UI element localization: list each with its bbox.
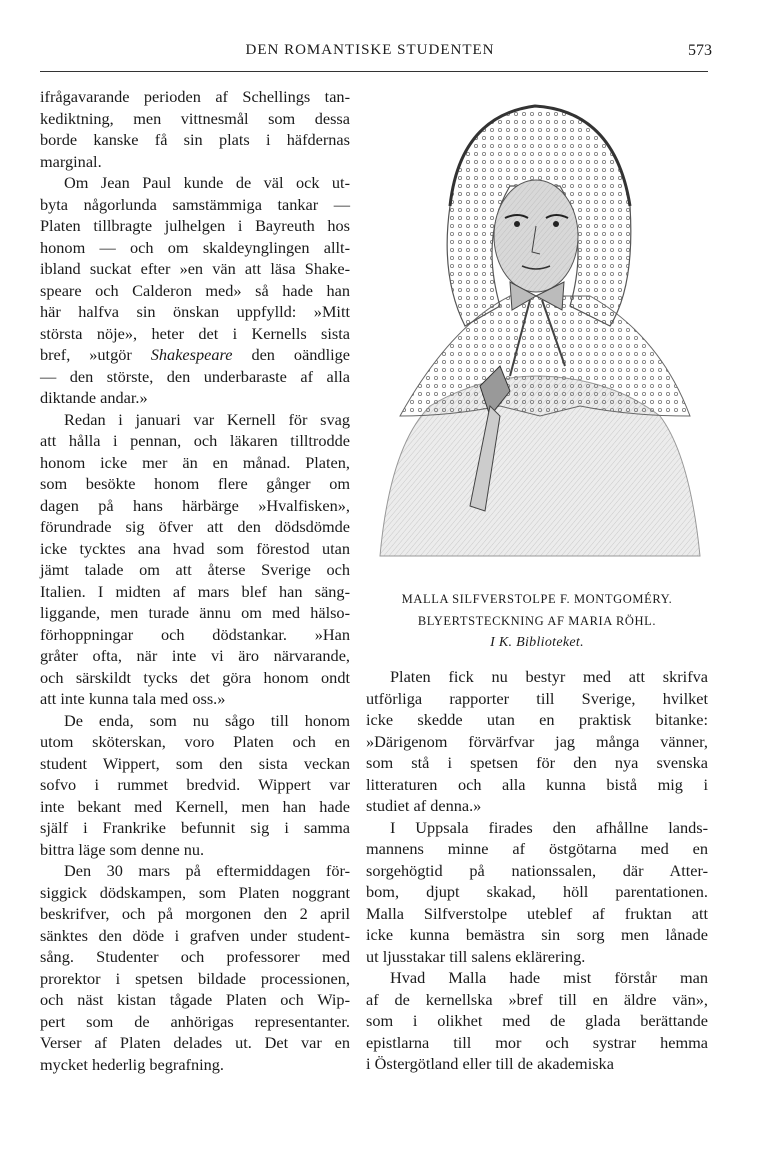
text-line: prorektor i spetsen bildade processionen, xyxy=(40,968,350,988)
text-line: studiet af denna.» xyxy=(366,796,482,815)
text-line: student Wippert, som den sista veckan xyxy=(40,753,350,773)
text-line: honom icke mer än en månad. Platen, xyxy=(40,452,350,472)
text-line: — den störste, den underbaraste af alla xyxy=(40,366,350,386)
text-line: och näst kistan tågade Platen och Wip- xyxy=(40,990,350,1009)
text-line: gråter ofta, när inte vi äro närvarande, xyxy=(40,646,350,665)
text-line: siggick dödskampen, som Platen noggrant xyxy=(40,882,350,902)
text-line: att inte kunna tala med oss.» xyxy=(40,689,226,708)
text-line: Om Jean Paul kunde de väl ock ut- xyxy=(64,173,350,192)
text-line: sofvo i rummet bredvid. Wippert var xyxy=(40,775,350,794)
text-line: här halfva sin önskan uppfylld: »Mitt xyxy=(40,302,350,321)
text-line: icke skedde utan en praktisk bitanke: xyxy=(366,710,708,729)
text-line: sänktes den döde i grafven under student- xyxy=(40,925,350,945)
text-line: Italien. I midten af mars blef han säng- xyxy=(40,581,350,601)
text-line: Verser af Platen delades ut. Det var en xyxy=(40,1033,350,1052)
text-line: af de kernellska »bref till en äldre vän», xyxy=(366,989,708,1009)
text-line: utom sköterskan, voro Platen och en xyxy=(40,732,350,751)
text-line: Redan i januari var Kernell för svag xyxy=(64,409,350,429)
text-line: marginal. xyxy=(40,151,102,171)
text-line: bittra läge som denne nu. xyxy=(40,839,205,859)
text-line: byta någorlunda samstämmiga tankar — xyxy=(40,194,350,214)
text-line: icke tycktes ana hvad som förestod utan xyxy=(40,538,350,558)
paragraph xyxy=(40,86,350,172)
text-line: Platen tillbragte julhelgen i Bayreuth hos xyxy=(40,216,350,235)
text-line: dagen på hans härbärge »Hvalfisken», xyxy=(40,495,350,515)
text-line: litteraturen och alla kunna bistå mig i xyxy=(366,774,708,794)
text-line: I Uppsala firades den afhållne lands- xyxy=(390,817,708,837)
text-line: »Därigenom förvärfvar jag många vänner, xyxy=(366,731,708,751)
text-fragment: den oändlige xyxy=(232,345,350,364)
text-line: inte bekant med Kernell, men han hade xyxy=(40,796,350,816)
running-title: DEN ROMANTISKE STUDENTEN xyxy=(245,42,495,58)
text-line: Platen fick nu bestyr med att skrifva xyxy=(390,667,708,686)
text-line: borde kanske få sin plats i häfdernas xyxy=(40,130,350,149)
text-line xyxy=(40,344,350,366)
text-line: själf i Frankrike befunnit sig i samma xyxy=(40,818,350,837)
text-line: honom — och om skaldeynglingen allt- xyxy=(40,237,350,257)
text-line: sång. Studenter och professorer med xyxy=(40,947,350,966)
text-line: icke kunna bemästra sin sorg men lånade xyxy=(366,925,708,944)
header-rule xyxy=(40,71,708,72)
text-line: jämt talade om att återse Sverige och xyxy=(40,560,350,579)
caption-title: MALLA SILFVERSTOLPE F. MONTGOMÉRY. xyxy=(401,592,673,606)
text-line: bom, djupt skakad, höll parentationen. xyxy=(366,882,708,901)
text-line: diktande andar.» xyxy=(40,388,148,407)
text-line: epistlarna till mor och systrar hemma xyxy=(366,1032,708,1052)
text-line: sorgehögtid på nationssalen, där Atter- xyxy=(366,860,708,880)
paragraph xyxy=(40,710,350,861)
text-line: största nöje», heter det i Kernells sista xyxy=(40,323,350,343)
text-line: speare och Calderon med» så hade han xyxy=(40,280,350,300)
text-line: mannens minne af östgötarna med en xyxy=(366,839,708,858)
paragraph xyxy=(40,860,350,1075)
text-line: pert som de anhörigas representanter. xyxy=(40,1011,350,1031)
text-line: som i olikhet med de glada berättande xyxy=(366,1011,708,1030)
paragraph xyxy=(40,409,350,710)
left-column xyxy=(40,86,350,1075)
right-column xyxy=(366,666,708,1075)
text-line: De enda, som nu sågo till honom xyxy=(64,710,350,730)
text-line: Hvad Malla hade mist förstår man xyxy=(390,968,708,987)
text-line: som besökte honom flere gånger om xyxy=(40,474,350,493)
text-line: och särskildt tycks det göra honom ondt xyxy=(40,667,350,687)
paragraph xyxy=(40,172,350,409)
text-line: i Östergötland eller till de akademiska xyxy=(366,1054,614,1073)
italic-title: Shakespeare xyxy=(150,345,233,364)
text-fragment: bref, »utgör xyxy=(40,345,151,364)
caption-technique: BLYERTSTECKNING AF MARIA RÖHL. xyxy=(417,614,657,628)
text-line: förundrade sig öfver att den dödsdömde xyxy=(40,517,350,536)
text-line: ut ljusstakar till salens eklärering. xyxy=(366,946,586,966)
text-line: förhoppningar och dödstankar. »Han xyxy=(40,624,350,644)
text-line: utförliga rapporter till Sverige, hvilket xyxy=(366,688,708,708)
text-line: Den 30 mars på eftermiddagen för- xyxy=(64,861,350,880)
figure-caption xyxy=(366,588,708,654)
text-line: ifrågavarande perioden af Schellings tan- xyxy=(40,87,350,106)
portrait-illustration xyxy=(360,86,706,568)
text-line: kediktning, men vittnesmål som dessa xyxy=(40,108,350,128)
text-line: som stå i spetsen för den nya svenska xyxy=(366,753,708,772)
caption-source: I K. Biblioteket. xyxy=(490,635,584,650)
text-line: liggande, men turade ännu om med hälso- xyxy=(40,603,350,622)
text-line: Malla Silfverstolpe uteblef af fruktan att xyxy=(366,903,708,923)
paragraph xyxy=(366,967,708,1075)
page-number: 573 xyxy=(688,42,712,59)
paragraph xyxy=(366,817,708,968)
paragraph xyxy=(366,666,708,817)
text-line: beskrifver, och på morgonen den 2 april xyxy=(40,904,350,923)
text-line: ibland suckat efter »en vän att läsa Shake- xyxy=(40,259,350,278)
text-line: att hålla i pennan, och läkaren tilltrodde xyxy=(40,431,350,450)
text-line: mycket hederlig begrafning. xyxy=(40,1054,224,1074)
portrait-drawing xyxy=(360,86,706,568)
